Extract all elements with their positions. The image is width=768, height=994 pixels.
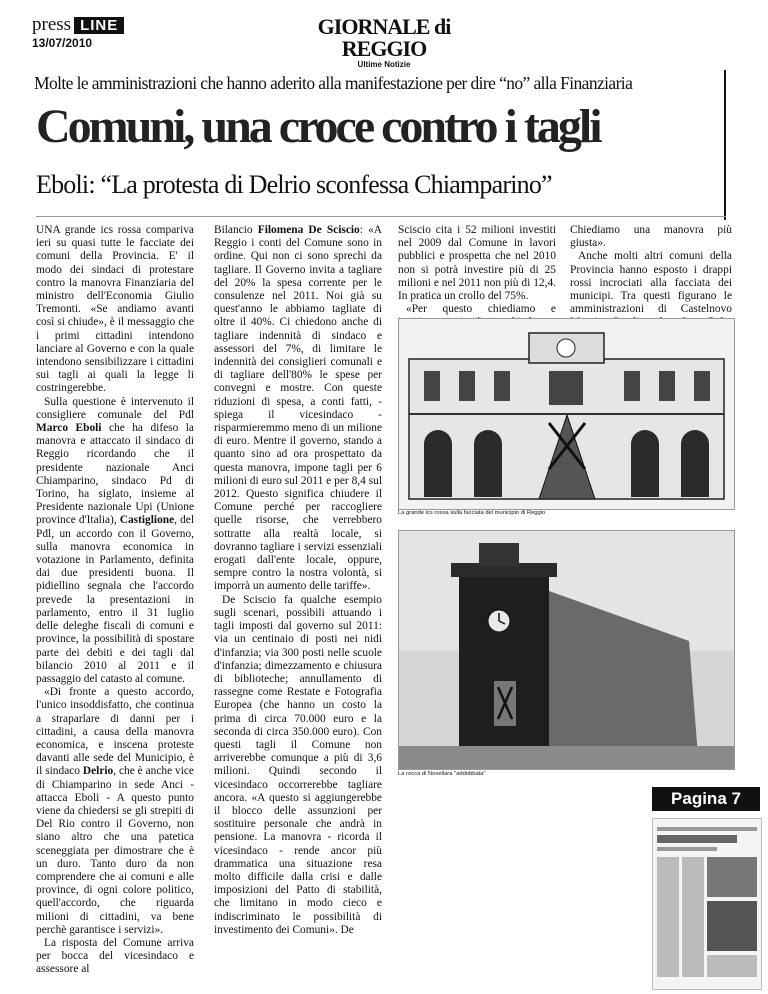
paragraph: La risposta del Comune arriva per bocca del vicesindaco e assessore al (36, 936, 194, 976)
article-column-2 (214, 224, 382, 937)
masthead (284, 16, 484, 70)
issue-date: 13/07/2010 (32, 36, 93, 50)
vertical-rule (724, 70, 726, 220)
article-subhead: Eboli: “La protesta di Delrio sconfessa Chiamparino” (36, 170, 552, 199)
press-label: press (32, 14, 72, 35)
paragraph: Sulla questione è intervenuto il consigliere comunale del Pdl Marco Eboli che ha difeso la manovra e attaccato il sindaco di Reggio ricordando che il presidente nazionale Anci Chiamparino, sindaco Pd di Torino, ha siglato, insieme al Presidente nazionale Upi (Unione province d'Italia), Castiglione, del Pdl, un accordo con il Governo, sulla manovra economica in votazione in Parlamento, definita dai due presidenti buona. Il pidiellino segnala che l'accordo prevede la presentazioni in parlamento, entro il 31 luglio delle deleghe fiscali di comuni e province, la possibilità di spostare parte dei debiti e dei tagli dal bilancio 2010 al 2011 e il passaggio del catasto al comune. (36, 395, 194, 685)
article-column-1 (36, 224, 194, 977)
article-headline: Comuni, una croce contro i tagli (36, 100, 600, 153)
fortress-image (399, 531, 734, 769)
photo-caption: La grande ics rossa sulla facciata del municipio di Reggio (398, 510, 546, 516)
article-overline: Molte le amministrazioni che hanno aderito alla manifestazione per dire “no” alla Finanziaria (34, 73, 633, 93)
press-line-logo (32, 14, 124, 36)
fortress-photo (398, 530, 735, 770)
photo-caption: La rocca di Novellara "addobbata" (398, 771, 486, 777)
masthead-subtitle: Ultime Notizie (357, 60, 411, 69)
paragraph: De Sciscio fa qualche esempio sugli scenari, possibili attuando i tagli imposti dal governo sul 2011: via un centinaio di posti nei nidi d'infanzia; via 300 posti nelle scuole d'infanzia; dimezzamento e chiusura di biblioteche; annullamento di rassegne come Restate e Fotografia Europea (che hanno un costo la prima di circa 70.000 euro e la seconda di circa 350.000 euro). Con questi tagli il Comune non arriverebbe comunque a più di 3,6 milioni. Quindi secondo il vicesindaco occorrerebbe tagliare ancora. «A questo si aggiungerebbe il blocco delle assunzioni per sostituire personale che andrà in pensione. La manovra - ricorda il vicesindaco - rende ancor più drammatica una situazione resa molto difficile dalla crisi e dalle imposizioni del Patto di stabilità, che limitano in modo cieco e indiscriminato le possibilità di investimento dei Comuni». De (214, 593, 382, 936)
horizontal-rule (36, 216, 726, 217)
page-thumbnail-image (653, 819, 761, 989)
page-number-badge: Pagina 7 (652, 787, 760, 811)
paragraph: Chiediamo una manovra più giusta». (570, 224, 732, 250)
masthead-title: GIORNALE di REGGIO (317, 14, 451, 61)
paragraph: Bilancio Filomena De Sciscio: «A Reggio i conti del Comune sono in ordine. Qui non ci sono sprechi da tagliare. Il Governo invita a tagliare del 20% la spesa corrente per le consulenze nel 2011. Noi già su quest'anno le abbiamo tagliate di oltre il 40%. Ci chiedono anche di tagliare indennità di sindaco e assessori del 7%, di limitare le indennità dei consiglieri comunali e di tagliare dell'80% le spese per convegni e mostre. Con queste riduzioni di spesa, a conti fatti, - spiega il vicesindaco - risparmieremmo meno di un milione di euro. Mentre il governo, stando a quanto sino ad ora prospettato da questa manovra, impone tagli per 6 milioni di euro sul 2011 e per 8,4 sul 2012. Questo significa chiudere il Comune perché per raccogliere quelle risorse, che verrebbero sottratte alla realtà locale, si dovranno tagliare i servizi essenziali erogati dall'ente locale, oppure, sempre contro la nostra volontà, si imporrà un aumento delle tariffe». (214, 224, 382, 593)
line-label: LINE (74, 17, 124, 34)
page-thumbnail (652, 818, 762, 990)
paragraph: Sciscio cita i 52 milioni investiti nel 2009 dal Comune in lavori pubblici e prospetta che nel 2010 non si potrà investire più di 25 milioni e nel 2011 non più di 12,4. In pratica un crollo del 75%. (398, 224, 556, 303)
paragraph: «Di fronte a questo accordo, l'unico insoddisfatto, che continua a straparlare di danni per i cittadini, a causa della manovra economica, e inscena proteste davanti alle sede del Municipio, è il sindaco Delrio, che è anche vice di Chiamparino in sede Anci - attacca Eboli - A questo punto viene da chiedersi se gli strepiti di Del Rio contro il Governo, non siano altro che una patetica sceneggiata per dimostrare che è un duro. Tanto duro da non comprendere che ai comuni e alle province, di ogni colore politico, quell'accordo, che riguarda milioni di cittadini, va bene perchè garantisce i servizi». (36, 686, 194, 936)
town-hall-photo (398, 318, 735, 510)
paragraph: Anche molti altri comuni della Provincia hanno esposto i drappi rossi incrociati alla facciata dei municipi. Tra questi figurano le amministrazioni di Castelnovo (570, 250, 732, 316)
paragraph: «Per questo chiediamo e (406, 303, 556, 316)
paragraph: UNA grande ics rossa compariva ieri su quasi tutte le facciate dei comuni della Provincia. E' il modo dei sindaci di protestare contro la manovra Finanziaria del ministro dell'Economia Giulio Tremonti. «Se andiamo avanti così si chiude», è il messaggio che i primi cittadini intendono lanciare al Governo e con la quale intendono sensibilizzare i cittadini sui tagli ai quali la legge li costringerebbe. (36, 224, 194, 395)
town-hall-image (399, 319, 734, 509)
